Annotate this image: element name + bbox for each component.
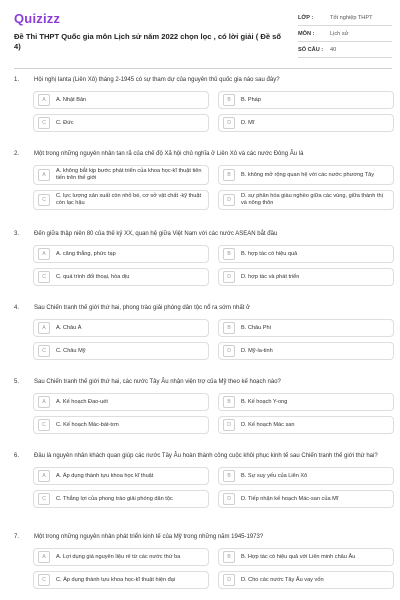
question-list: [0, 76, 400, 594]
answer-options: [33, 467, 400, 513]
meta-row-class: [298, 10, 392, 26]
meta-row-subject: [298, 26, 392, 42]
answer-option-c[interactable]: [33, 571, 209, 589]
option-text: D. hợp tác và phát triển: [241, 273, 300, 280]
option-text: A. Kế hoạch Đao-uét: [56, 398, 108, 405]
question-2: [0, 150, 400, 215]
option-letter-box: B: [223, 470, 235, 482]
question-text: Sau Chiến tranh thế giới thứ hai, phong trào giải phóng dân tộc nổ ra sớm nhất ở: [34, 305, 250, 311]
option-text: B. Kế hoạch Y-ong: [241, 398, 288, 405]
meta-value: Tốt nghiệp THPT: [330, 14, 373, 21]
answer-option-d[interactable]: [218, 190, 394, 210]
option-text: D. Cho các nước Tây Âu vay vốn: [241, 576, 324, 583]
option-text: B. Châu Phi: [241, 324, 271, 331]
option-text: C. Thắng lợi của phong trào giải phóng dân tộc: [56, 495, 173, 502]
answer-option-b[interactable]: [218, 393, 394, 411]
option-letter-box: D: [223, 419, 235, 431]
answer-option-d[interactable]: [218, 268, 394, 286]
meta-key: MÔN :: [298, 30, 315, 37]
answer-option-b[interactable]: [218, 467, 394, 485]
answer-option-d[interactable]: [218, 342, 394, 360]
option-text: C. Kế hoạch Mác-bát-tơn: [56, 421, 119, 428]
answer-option-c[interactable]: [33, 190, 209, 210]
answer-option-b[interactable]: [218, 245, 394, 263]
answer-option-a[interactable]: [33, 245, 209, 263]
question-text: Một trong những nguyên nhân tan rã của chế độ Xã hội chủ nghĩa ở Liên Xô và các nước Đông Âu là: [34, 151, 304, 157]
option-text: D. Tiếp nhận kế hoạch Mác-san của Mĩ: [241, 495, 339, 502]
answer-options: [33, 319, 400, 365]
answer-option-d[interactable]: [218, 490, 394, 508]
answer-options: [33, 393, 400, 439]
option-letter-box: B: [223, 248, 235, 260]
option-letter-box: C: [38, 419, 50, 431]
header-divider: [14, 68, 392, 69]
option-letter-box: A: [38, 396, 50, 408]
question-text: Đến giữa thập niên 80 của thế kỷ XX, quan hệ giữa Việt Nam với các nước ASEAN bắt đầu: [34, 231, 278, 237]
question-7: [0, 533, 400, 594]
answer-options: [33, 245, 400, 291]
question-header: [0, 378, 400, 387]
question-number: 6.: [14, 453, 20, 459]
answer-option-b[interactable]: [218, 548, 394, 566]
option-text: B. Sự suy yếu của Liên Xô: [241, 472, 308, 479]
option-letter-box: C: [38, 194, 50, 206]
option-text: A. không bắt kịp bước phát triển của khoa học-kĩ thuật tiên tiến trên thế giới: [56, 168, 202, 181]
option-text: A. căng thẳng, phức tạp: [56, 250, 116, 257]
option-letter-box: D: [223, 194, 235, 206]
option-letter-box: B: [223, 396, 235, 408]
option-text: D. Kế hoạch Mác san: [241, 421, 295, 428]
answer-option-d[interactable]: [218, 571, 394, 589]
meta-value: Lịch sử: [330, 30, 349, 37]
option-letter-box: A: [38, 322, 50, 334]
option-letter-box: C: [38, 574, 50, 586]
question-number: 5.: [14, 379, 20, 385]
answer-option-d[interactable]: [218, 114, 394, 132]
worksheet-header: [0, 0, 400, 66]
answer-option-b[interactable]: [218, 165, 394, 185]
question-text: Hội nghị Ianta (Liên Xô) tháng 2-1945 có sự tham dự của nguyên thủ quốc gia nào sau đây?: [34, 77, 280, 83]
question-text: Đâu là nguyên nhân khách quan giúp các nước Tây Âu hoàn thành công cuộc khôi phục kinh tế sau Chiến tranh thế giới thứ hai?: [34, 453, 378, 459]
question-header: [0, 452, 400, 461]
question-header: [0, 533, 400, 542]
option-letter-box: A: [38, 169, 50, 181]
answer-option-c[interactable]: [33, 114, 209, 132]
option-text: A. Nhật Bản: [56, 96, 87, 103]
option-text: A. Châu Á: [56, 324, 82, 331]
answer-option-a[interactable]: [33, 91, 209, 109]
answer-option-c[interactable]: [33, 342, 209, 360]
question-header: [0, 76, 400, 85]
option-text: C. quá trình đối thoại, hòa dịu: [56, 273, 130, 280]
option-letter-box: D: [223, 271, 235, 283]
quizizz-logo[interactable]: Quizizz: [14, 11, 61, 26]
answer-option-a[interactable]: [33, 319, 209, 337]
option-letter-box: D: [223, 493, 235, 505]
question-number: 2.: [14, 151, 20, 157]
question-number: 1.: [14, 77, 20, 83]
question-1: [0, 76, 400, 137]
option-text: B. Hợp tác có hiệu quả với Liên minh châu Âu: [241, 553, 356, 560]
option-letter-box: A: [38, 551, 50, 563]
option-letter-box: A: [38, 94, 50, 106]
option-letter-box: D: [223, 117, 235, 129]
option-letter-box: A: [38, 470, 50, 482]
meta-row-count: [298, 42, 392, 58]
answer-options: [33, 165, 400, 215]
option-text: C. lực lượng sản xuất còn nhỏ bé, cơ sở vật chất -kỹ thuật còn lạc hậu: [56, 193, 202, 206]
question-text: Một trong những nguyên nhân phát triển kinh tế của Mỹ trong những năm 1945-1973?: [34, 534, 264, 540]
option-letter-box: D: [223, 574, 235, 586]
answer-option-c[interactable]: [33, 268, 209, 286]
option-letter-box: C: [38, 345, 50, 357]
question-text: Sau Chiến tranh thế giới thứ hai, các nước Tây Âu nhận viện trợ của Mỹ theo kế hoạch nào?: [34, 379, 281, 385]
option-letter-box: B: [223, 322, 235, 334]
option-text: C. Châu Mỹ: [56, 347, 86, 354]
question-number: 3.: [14, 231, 20, 237]
question-header: [0, 230, 400, 239]
option-text: D. sự phân hóa giàu nghèo giữa các vùng, giữa thành thị và nông thôn: [241, 193, 383, 206]
answer-options: [33, 91, 400, 137]
answer-option-b[interactable]: [218, 91, 394, 109]
option-letter-box: A: [38, 248, 50, 260]
meta-table: [298, 10, 392, 58]
option-letter-box: C: [38, 271, 50, 283]
question-number: 7.: [14, 534, 20, 540]
option-text: B. không mở rộng quan hệ với các nước phương Tây: [241, 171, 375, 178]
option-letter-box: B: [223, 94, 235, 106]
option-text: B. hợp tác có hiệu quả: [241, 250, 298, 257]
answer-options: [33, 548, 400, 594]
answer-option-a[interactable]: [33, 393, 209, 411]
option-text: C. Đức: [56, 119, 74, 126]
answer-option-a[interactable]: [33, 165, 209, 185]
meta-key: SỐ CÂU :: [298, 46, 324, 53]
option-text: A. Áp dụng thành tựu khoa học kĩ thuật: [56, 472, 154, 479]
question-header: [0, 304, 400, 313]
answer-option-b[interactable]: [218, 319, 394, 337]
question-3: [0, 230, 400, 291]
question-5: [0, 378, 400, 439]
option-letter-box: C: [38, 493, 50, 505]
option-letter-box: C: [38, 117, 50, 129]
option-letter-box: D: [223, 345, 235, 357]
option-text: D. Mĩ: [241, 119, 255, 126]
answer-option-c[interactable]: [33, 490, 209, 508]
option-letter-box: B: [223, 169, 235, 181]
answer-option-a[interactable]: [33, 548, 209, 566]
option-text: B. Pháp: [241, 96, 261, 103]
meta-value: 40: [330, 46, 337, 53]
meta-key: LỚP :: [298, 14, 314, 21]
question-number: 4.: [14, 305, 20, 311]
option-text: C. Áp dụng thành tựu khoa học-kĩ thuật hiện đại: [56, 576, 176, 583]
answer-option-d[interactable]: [218, 416, 394, 434]
answer-option-a[interactable]: [33, 467, 209, 485]
option-text: D. Mỹ-la-tinh: [241, 347, 273, 354]
question-6: [0, 452, 400, 513]
option-letter-box: B: [223, 551, 235, 563]
worksheet-title: Đề Thi THPT Quốc gia môn Lịch sử năm 2022 chọn lọc , có lời giải ( Đề số 4): [14, 32, 282, 51]
question-4: [0, 304, 400, 365]
question-header: [0, 150, 400, 159]
answer-option-c[interactable]: [33, 416, 209, 434]
option-text: A. Lợi dụng giá nguyên liệu rẻ từ các nước thứ ba: [56, 553, 181, 560]
